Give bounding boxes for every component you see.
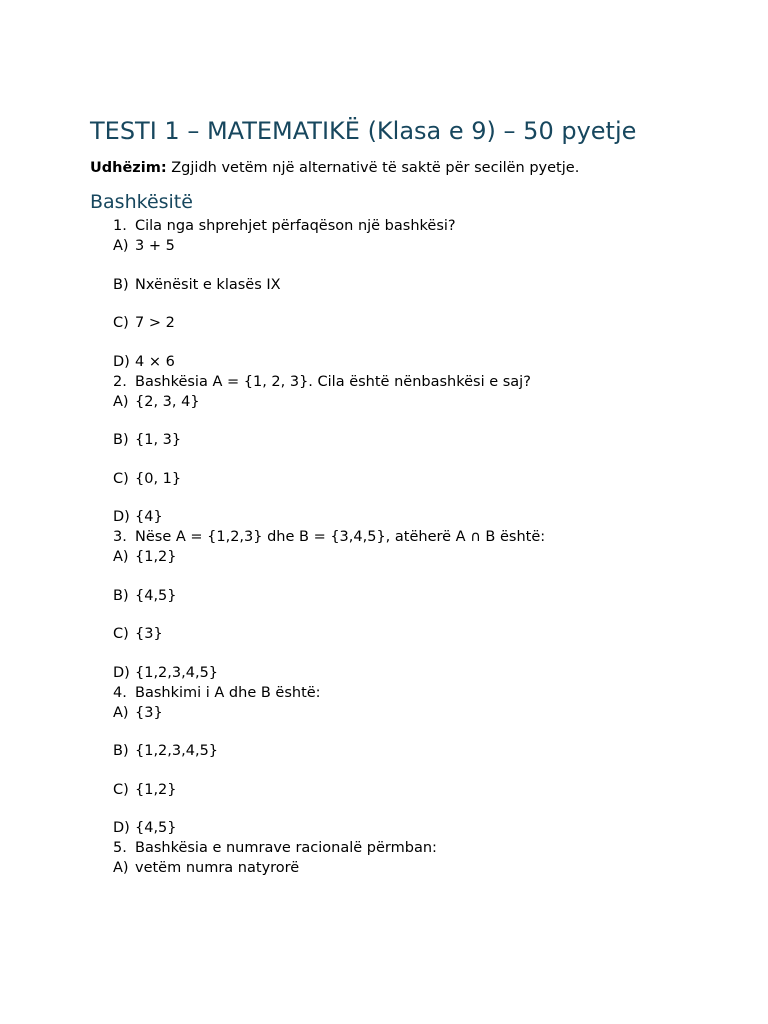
question-text: Bashkësia e numrave racionalë përmban: <box>135 840 437 856</box>
instruction <box>90 157 730 179</box>
option-letter: D) <box>113 509 130 525</box>
option-letter: A) <box>113 549 129 565</box>
option-spacer <box>113 412 730 431</box>
answer-option[interactable] <box>113 352 730 372</box>
question-2 <box>113 372 730 528</box>
option-letter: C) <box>113 781 129 798</box>
question-number: 1. <box>113 218 127 234</box>
option-letter: D) <box>113 353 130 370</box>
answer-option[interactable] <box>113 313 730 333</box>
answer-option[interactable] <box>113 818 730 838</box>
option-text: {3} <box>135 626 163 642</box>
instruction-label: Udhëzim: <box>90 160 167 176</box>
question-text: Nëse A = {1,2,3} dhe B = {3,4,5}, atëherë A ∩ B është: <box>135 529 546 545</box>
option-spacer <box>113 489 730 508</box>
option-letter: B) <box>113 743 129 759</box>
option-spacer <box>113 644 730 663</box>
answer-option[interactable] <box>113 275 730 295</box>
option-text: 3 + 5 <box>135 238 175 254</box>
question-text: Bashkimi i A dhe B është: <box>135 684 321 701</box>
answer-option[interactable] <box>113 430 730 450</box>
answer-option[interactable] <box>113 663 730 683</box>
answer-option[interactable] <box>113 858 730 878</box>
answer-option[interactable] <box>113 547 730 567</box>
option-text: {1,2,3,4,5} <box>135 664 219 681</box>
option-spacer <box>113 256 730 275</box>
question-text-line <box>113 372 730 392</box>
question-list <box>113 216 730 878</box>
option-spacer <box>113 800 730 819</box>
option-spacer <box>113 761 730 780</box>
option-text: {4,5} <box>135 587 177 604</box>
question-text: Bashkësia A = {1, 2, 3}. Cila është nënbashkësi e saj? <box>135 373 531 390</box>
option-text: {4} <box>135 509 163 525</box>
question-text-line <box>113 216 730 236</box>
option-text: {1,2,3,4,5} <box>135 743 219 759</box>
question-text-line <box>113 527 730 547</box>
question-number: 5. <box>113 840 127 856</box>
option-spacer <box>113 723 730 742</box>
option-text: vetëm numra natyrorë <box>135 860 300 876</box>
answer-option[interactable] <box>113 236 730 256</box>
option-text: Nxënësit e klasës IX <box>135 276 281 293</box>
question-4 <box>113 683 730 839</box>
answer-option[interactable] <box>113 703 730 723</box>
option-letter: C) <box>113 626 129 642</box>
question-number: 2. <box>113 373 127 390</box>
option-spacer <box>113 333 730 352</box>
question-number: 4. <box>113 684 127 701</box>
question-1 <box>113 216 730 372</box>
document-page <box>90 112 730 878</box>
option-letter: C) <box>113 470 129 487</box>
answer-option[interactable] <box>113 469 730 489</box>
option-letter: A) <box>113 704 129 721</box>
question-text: Cila nga shprehjet përfaqëson një bashkësi? <box>135 218 456 234</box>
answer-option[interactable] <box>113 741 730 761</box>
option-letter: D) <box>113 820 130 836</box>
answer-option[interactable] <box>113 392 730 412</box>
answer-option[interactable] <box>113 507 730 527</box>
option-text: {0, 1} <box>135 470 182 487</box>
instruction-text: Zgjidh vetëm një alternativë të saktë për secilën pyetje. <box>171 160 580 176</box>
question-number: 3. <box>113 529 127 545</box>
option-spacer <box>113 450 730 469</box>
option-spacer <box>113 295 730 314</box>
question-5 <box>113 838 730 878</box>
question-text-line <box>113 683 730 703</box>
question-text-line <box>113 838 730 858</box>
option-text: {2, 3, 4} <box>135 393 200 410</box>
option-letter: C) <box>113 315 129 331</box>
answer-option[interactable] <box>113 780 730 800</box>
option-letter: A) <box>113 860 129 876</box>
option-text: {1,2} <box>135 781 177 798</box>
option-text: {3} <box>135 704 163 721</box>
option-letter: A) <box>113 393 129 410</box>
option-text: 7 > 2 <box>135 315 175 331</box>
option-text: {1, 3} <box>135 432 182 448</box>
option-letter: D) <box>113 664 130 681</box>
option-spacer <box>113 567 730 586</box>
option-text: 4 × 6 <box>135 353 175 370</box>
answer-option[interactable] <box>113 586 730 606</box>
option-letter: B) <box>113 587 129 604</box>
option-letter: B) <box>113 432 129 448</box>
option-text: {4,5} <box>135 820 177 836</box>
option-text: {1,2} <box>135 549 177 565</box>
option-letter: B) <box>113 276 129 293</box>
question-3 <box>113 527 730 683</box>
option-spacer <box>113 606 730 625</box>
answer-option[interactable] <box>113 624 730 644</box>
section-title: Bashkësitë <box>90 191 193 213</box>
page-title: TESTI 1 – MATEMATIKË (Klasa e 9) – 50 pyetje <box>90 117 637 145</box>
option-letter: A) <box>113 238 129 254</box>
